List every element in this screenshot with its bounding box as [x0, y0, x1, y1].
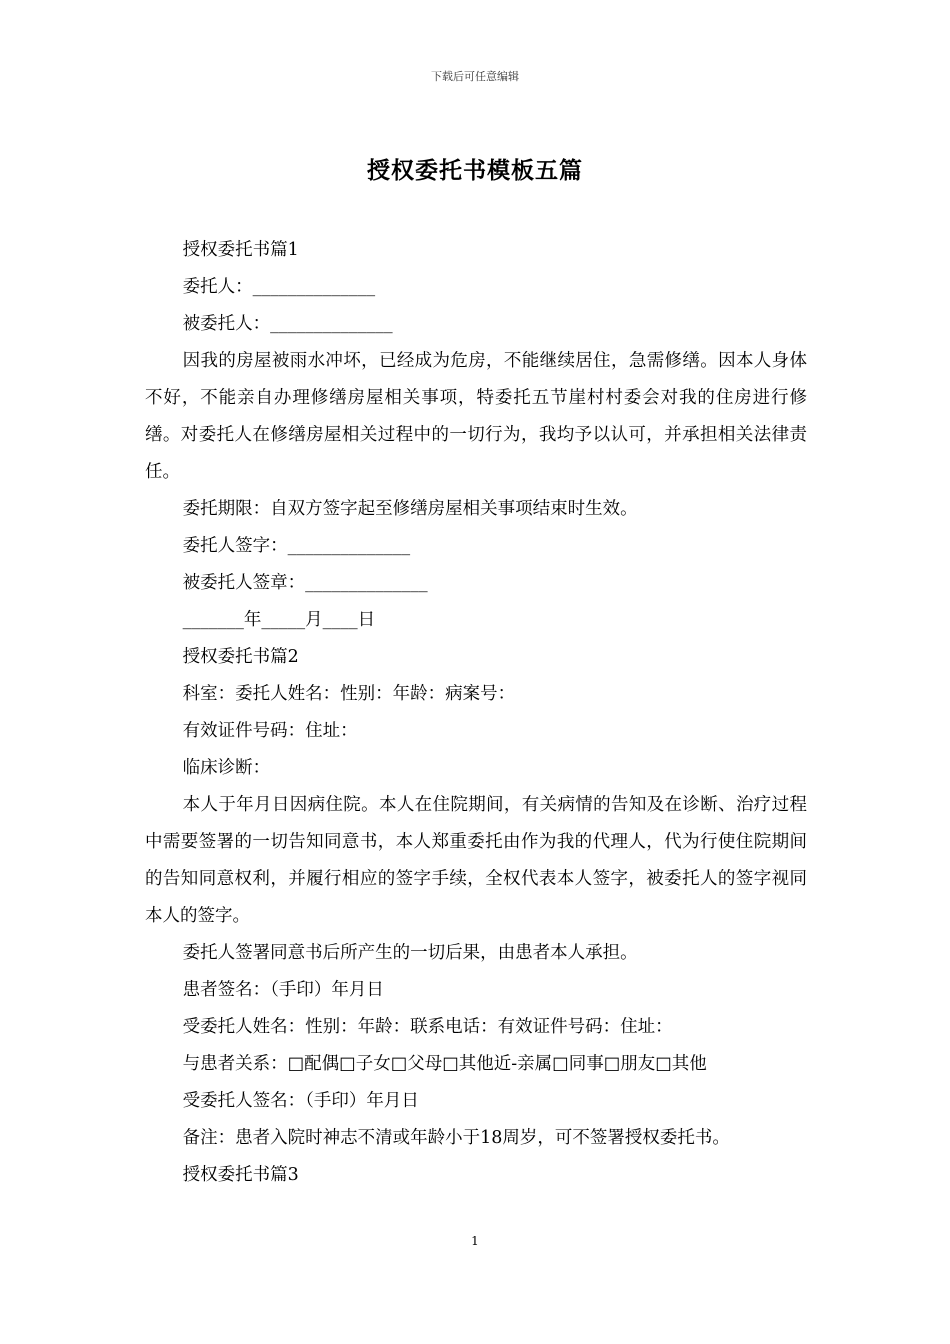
header-note: 下载后可任意编辑 — [431, 70, 519, 83]
consequence-paragraph: 委托人签署同意书后所产生的一切后果，由患者本人承担。 — [182, 943, 638, 963]
agent-field: 被委托人：______________ — [182, 314, 393, 334]
principal-signature-field: 委托人签字：______________ — [182, 536, 411, 556]
document-title: 授权委托书模板五篇 — [367, 157, 583, 184]
body-paragraph: 因我的房屋被雨水冲坏，已经成为危房，不能继续居住，急需修缮。因本人身体不好，不能亲自办理修缮房屋相关事项，特委托五节崖村村委会对我的住房进行修缮。对委托人在修缮房屋相关过程中的一切行为，我均予以认可，并承担相关法律责任。 — [145, 351, 807, 482]
document-body — [145, 232, 807, 1194]
page-number: 1 — [471, 1234, 479, 1248]
term-paragraph: 委托期限：自双方签字起至修缮房屋相关事项结束时生效。 — [182, 499, 638, 519]
section-heading-3: 授权委托书篇3 — [182, 1165, 299, 1185]
section-heading-2: 授权委托书篇2 — [182, 647, 299, 667]
date-field: _______年_____月____日 — [182, 610, 376, 630]
patient-info-line: 科室：委托人姓名：性别：年龄：病案号： — [182, 684, 516, 704]
agent-seal-field: 被委托人签章：______________ — [182, 573, 428, 593]
section-heading-1: 授权委托书篇1 — [182, 240, 299, 260]
patient-signature-line: 患者签名：（手印）年月日 — [182, 980, 384, 1000]
id-address-line: 有效证件号码：住址： — [182, 721, 358, 741]
relationship-line: 与患者关系：□配偶□子女□父母□其他近-亲属□同事□朋友□其他 — [182, 1054, 707, 1074]
remark-line: 备注：患者入院时神志不清或年龄小于18周岁，可不签署授权委托书。 — [182, 1128, 730, 1148]
agent-signature-line: 受委托人签名：（手印）年月日 — [182, 1091, 419, 1111]
agent-info-line: 受委托人姓名：性别：年龄：联系电话：有效证件号码：住址： — [182, 1017, 673, 1037]
principal-field: 委托人：______________ — [182, 277, 376, 297]
body-paragraph: 本人于年月日因病住院。本人在住院期间，有关病情的告知及在诊断、治疗过程中需要签署的一切告知同意书，本人郑重委托由作为我的代理人，代为行使住院期间的告知同意权利，并履行相应的签字手续，全权代表本人签字，被委托人的签字视同本人的签字。 — [145, 795, 807, 926]
diagnosis-line: 临床诊断： — [182, 758, 271, 778]
